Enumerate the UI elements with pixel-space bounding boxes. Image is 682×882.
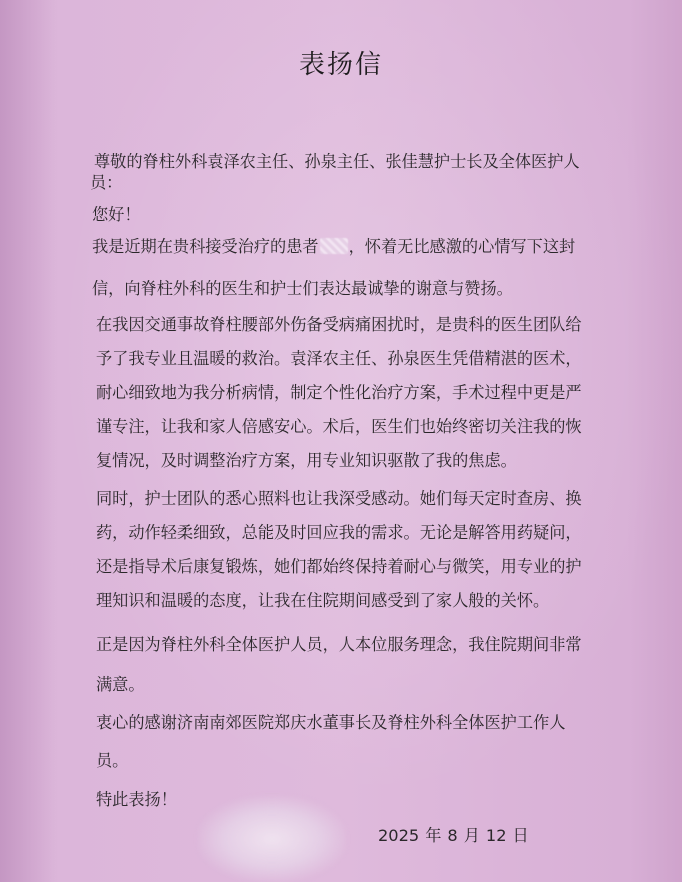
date-day: 12 xyxy=(485,826,507,845)
salutation-line-2: 员： xyxy=(90,173,123,192)
date-year-unit: 年 xyxy=(425,826,442,845)
letter-date xyxy=(378,822,535,846)
greeting: 您好！ xyxy=(92,205,141,224)
salutation-line-1: 尊敬的脊柱外科袁泽农主任、孙泉主任、张佳慧护士长及全体医护人 xyxy=(94,152,580,171)
paragraph-3-line-2: 药，动作轻柔细致，总能及时回应我的需求。无论是解答用药疑问， xyxy=(96,523,582,542)
paragraph-3-line-3: 还是指导术后康复锻炼，她们都始终保持着耐心与微笑，用专业的护 xyxy=(96,557,582,576)
paragraph-3-line-4: 理知识和温暖的态度，让我在住院期间感受到了家人般的关怀。 xyxy=(96,591,550,610)
paragraph-3-line-1: 同时，护士团队的悉心照料也让我深受感动。她们每天定时查房、换 xyxy=(96,489,582,508)
paragraph-4-line-1: 正是因为脊柱外科全体医护人员，人本位服务理念，我住院期间非常 xyxy=(96,635,582,654)
redacted-name xyxy=(320,238,348,254)
paragraph-4-line-2: 满意。 xyxy=(96,675,145,694)
date-month: 8 xyxy=(447,826,458,845)
paragraph-2-line-2: 予了我专业且温暖的救治。袁泽农主任、孙泉医生凭借精湛的医术， xyxy=(96,349,582,368)
paragraph-2-line-5: 复情况，及时调整治疗方案，用专业知识驱散了我的焦虑。 xyxy=(96,451,517,470)
date-year: 2025 xyxy=(378,826,420,845)
paragraph-5-line-2: 员。 xyxy=(96,751,129,770)
paragraph-1-text-a: 我是近期在贵科接受治疗的患者 xyxy=(92,237,319,256)
paragraph-2-line-3: 耐心细致地为我分析病情，制定个性化治疗方案，手术过程中更是严 xyxy=(96,383,582,402)
date-day-unit: 日 xyxy=(512,826,529,845)
closing: 特此表扬！ xyxy=(96,790,177,809)
paragraph-1-line-1 xyxy=(92,237,575,257)
date-month-unit: 月 xyxy=(463,826,480,845)
paragraph-2-line-1: 在我因交通事故脊柱腰部外伤备受病痛困扰时，是贵科的医生团队给 xyxy=(96,315,582,334)
paper-shadow xyxy=(0,0,60,882)
blurred-signature xyxy=(198,796,346,882)
letter-title: 表扬信 xyxy=(298,50,383,80)
paragraph-5-line-1: 衷心的感谢济南南郊医院郑庆水董事长及脊柱外科全体医护工作人 xyxy=(96,713,566,732)
paragraph-2-line-4: 谨专注，让我和家人倍感安心。术后，医生们也始终密切关注我的恢 xyxy=(96,417,582,436)
paragraph-1-text-b: ，怀着无比感激的心情写下这封 xyxy=(348,237,576,256)
paragraph-1-line-2: 信，向脊柱外科的医生和护士们表达最诚挚的谢意与赞扬。 xyxy=(92,279,513,298)
